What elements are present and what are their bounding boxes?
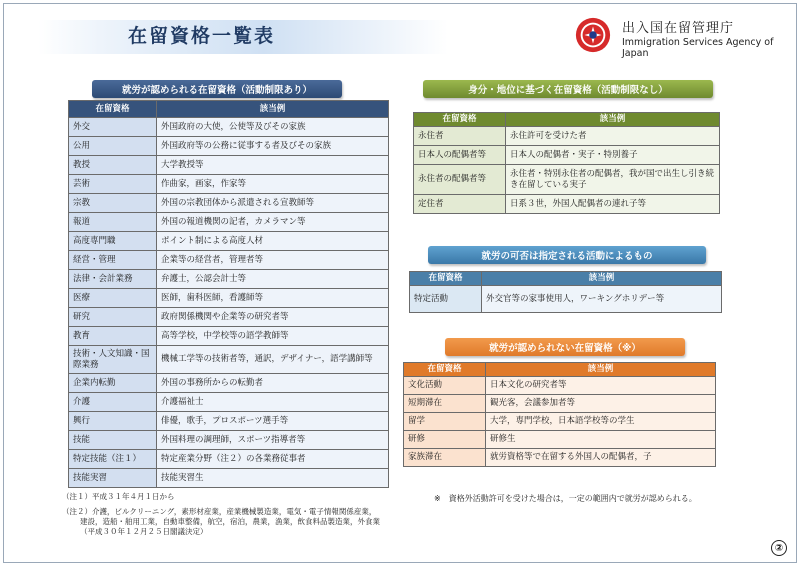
example-cell: 外国政府の大使，公使等及びその家族 (157, 118, 389, 137)
table-row (69, 346, 389, 374)
status-cell: 公用 (69, 137, 157, 156)
table-row (69, 213, 389, 232)
table-row (69, 175, 389, 194)
status-cell: 宗教 (69, 194, 157, 213)
example-cell: 大学教授等 (157, 156, 389, 175)
example-cell: 外国の報道機関の記者，カメラマン等 (157, 213, 389, 232)
table-row (404, 431, 716, 449)
table-row (414, 165, 720, 195)
example-cell: 永住者・特別永住者の配偶者，我が国で出生し引き続き在留している実子 (506, 165, 720, 195)
status-cell: 技能実習 (69, 469, 157, 488)
table-row (414, 127, 720, 146)
status-based-banner: 身分・地位に基づく在留資格（活動制限なし） (423, 80, 713, 98)
table-row (69, 469, 389, 488)
page-title: 在留資格一覧表 (128, 25, 276, 47)
status-cell: 研究 (69, 308, 157, 327)
footnote-2-line3: （平成３０年１２月２５日閣議決定） (80, 527, 208, 536)
designated-activity-banner: 就労の可否は指定される活動によるもの (428, 246, 706, 264)
table-row (69, 118, 389, 137)
table-row (404, 395, 716, 413)
status-cell: 企業内転勤 (69, 374, 157, 393)
status-cell: 永住者 (414, 127, 506, 146)
status-cell: 家族滞在 (404, 449, 486, 467)
not-permitted-banner: 就労が認められない在留資格（※） (445, 338, 685, 356)
status-cell: 教育 (69, 327, 157, 346)
table-row (69, 289, 389, 308)
work-permitted-banner: 就労が認められる在留資格（活動制限あり） (92, 80, 342, 98)
example-cell: 医師，歯科医師，看護師等 (157, 289, 389, 308)
example-cell: 政府関係機関や企業等の研究者等 (157, 308, 389, 327)
example-cell: ポイント制による高度人材 (157, 232, 389, 251)
status-cell: 技能 (69, 431, 157, 450)
column-header-example: 該当例 (482, 272, 722, 286)
example-cell: 弁護士，公認会計士等 (157, 270, 389, 289)
example-cell: 日本人の配偶者・実子・特別養子 (506, 146, 720, 165)
table-row (69, 137, 389, 156)
table-row (414, 195, 720, 214)
table-row (69, 450, 389, 469)
status-cell: 興行 (69, 412, 157, 431)
status-cell: 教授 (69, 156, 157, 175)
table-row (404, 377, 716, 395)
table-row (69, 308, 389, 327)
example-cell: 高等学校，中学校等の語学教師等 (157, 327, 389, 346)
not-permitted-table (403, 362, 716, 467)
example-cell: 日本文化の研究者等 (486, 377, 716, 395)
status-cell: 研修 (404, 431, 486, 449)
status-cell: 経営・管理 (69, 251, 157, 270)
column-header-example: 該当例 (486, 363, 716, 377)
table-row (69, 374, 389, 393)
column-header-status: 在留資格 (69, 101, 157, 118)
table-row (404, 449, 716, 467)
designated-activity-table (409, 271, 722, 313)
footnote-2-line2: 建設，造船・舶用工業，自動車整備，航空，宿泊，農業，漁業，飲食料品製造業，外食業 (80, 517, 380, 526)
footnote-1: （注１）平成３１年４月１日から (62, 492, 175, 501)
status-cell: 永住者の配偶者等 (414, 165, 506, 195)
example-cell: 就労資格等で在留する外国人の配偶者，子 (486, 449, 716, 467)
column-header-status: 在留資格 (404, 363, 486, 377)
column-header-example: 該当例 (157, 101, 389, 118)
status-based-table (413, 112, 720, 214)
table-row (69, 431, 389, 450)
table-row (69, 327, 389, 346)
table-row (404, 413, 716, 431)
table-row (69, 251, 389, 270)
table-row (69, 156, 389, 175)
example-cell: 外国政府等の公務に従事する者及びその家族 (157, 137, 389, 156)
example-cell: 介護福祉士 (157, 393, 389, 412)
status-cell: 日本人の配偶者等 (414, 146, 506, 165)
table-row (69, 393, 389, 412)
column-header-example: 該当例 (506, 113, 720, 127)
status-cell: 短期滞在 (404, 395, 486, 413)
table-row (414, 146, 720, 165)
status-cell: 医療 (69, 289, 157, 308)
example-cell: 俳優，歌手，プロスポーツ選手等 (157, 412, 389, 431)
example-cell: 作曲家，画家，作家等 (157, 175, 389, 194)
agency-name-ja: 出入国在留管理庁 (622, 21, 735, 36)
status-cell: 定住者 (414, 195, 506, 214)
work-permission-note: ※ 資格外活動許可を受けた場合は，一定の範囲内で就労が認められる。 (434, 494, 697, 503)
footnote-2-line1: （注２）介護，ビルクリーニング，素形材産業，産業機械製造業，電気・電子情報関係産業， (62, 507, 377, 516)
example-cell: 外国の宗教団体から派遣される宣教師等 (157, 194, 389, 213)
example-cell: 企業等の経営者，管理者等 (157, 251, 389, 270)
column-header-status: 在留資格 (410, 272, 482, 286)
status-cell: 法律・会計業務 (69, 270, 157, 289)
status-cell: 報道 (69, 213, 157, 232)
example-cell: 技能実習生 (157, 469, 389, 488)
status-cell: 高度専門職 (69, 232, 157, 251)
agency-name-en: Immigration Services Agency of Japan (622, 37, 774, 59)
status-cell: 特定活動 (410, 286, 482, 313)
column-header-status: 在留資格 (414, 113, 506, 127)
status-cell: 外交 (69, 118, 157, 137)
example-cell: 外国料理の調理師，スポーツ指導者等 (157, 431, 389, 450)
example-cell: 永住許可を受けた者 (506, 127, 720, 146)
status-cell: 特定技能（注１） (69, 450, 157, 469)
example-cell: 大学，専門学校，日本語学校等の学生 (486, 413, 716, 431)
work-permitted-table (68, 100, 389, 488)
example-cell: 外交官等の家事使用人，ワーキングホリデー等 (482, 286, 722, 313)
table-row (69, 194, 389, 213)
example-cell: 特定産業分野（注２）の各業務従事者 (157, 450, 389, 469)
table-row (69, 412, 389, 431)
status-cell: 文化活動 (404, 377, 486, 395)
status-cell: 芸術 (69, 175, 157, 194)
page-number: ② (771, 540, 787, 556)
example-cell: 機械工学等の技術者等，通訳，デザイナー，語学講師等 (157, 346, 389, 374)
example-cell: 観光客，会議参加者等 (486, 395, 716, 413)
table-row (410, 286, 722, 313)
example-cell: 日系３世，外国人配偶者の連れ子等 (506, 195, 720, 214)
agency-emblem-icon (574, 16, 612, 54)
status-cell: 技術・人文知識・国際業務 (69, 346, 157, 374)
status-cell: 留学 (404, 413, 486, 431)
table-row (69, 232, 389, 251)
example-cell: 外国の事務所からの転勤者 (157, 374, 389, 393)
table-row (69, 270, 389, 289)
example-cell: 研修生 (486, 431, 716, 449)
status-cell: 介護 (69, 393, 157, 412)
